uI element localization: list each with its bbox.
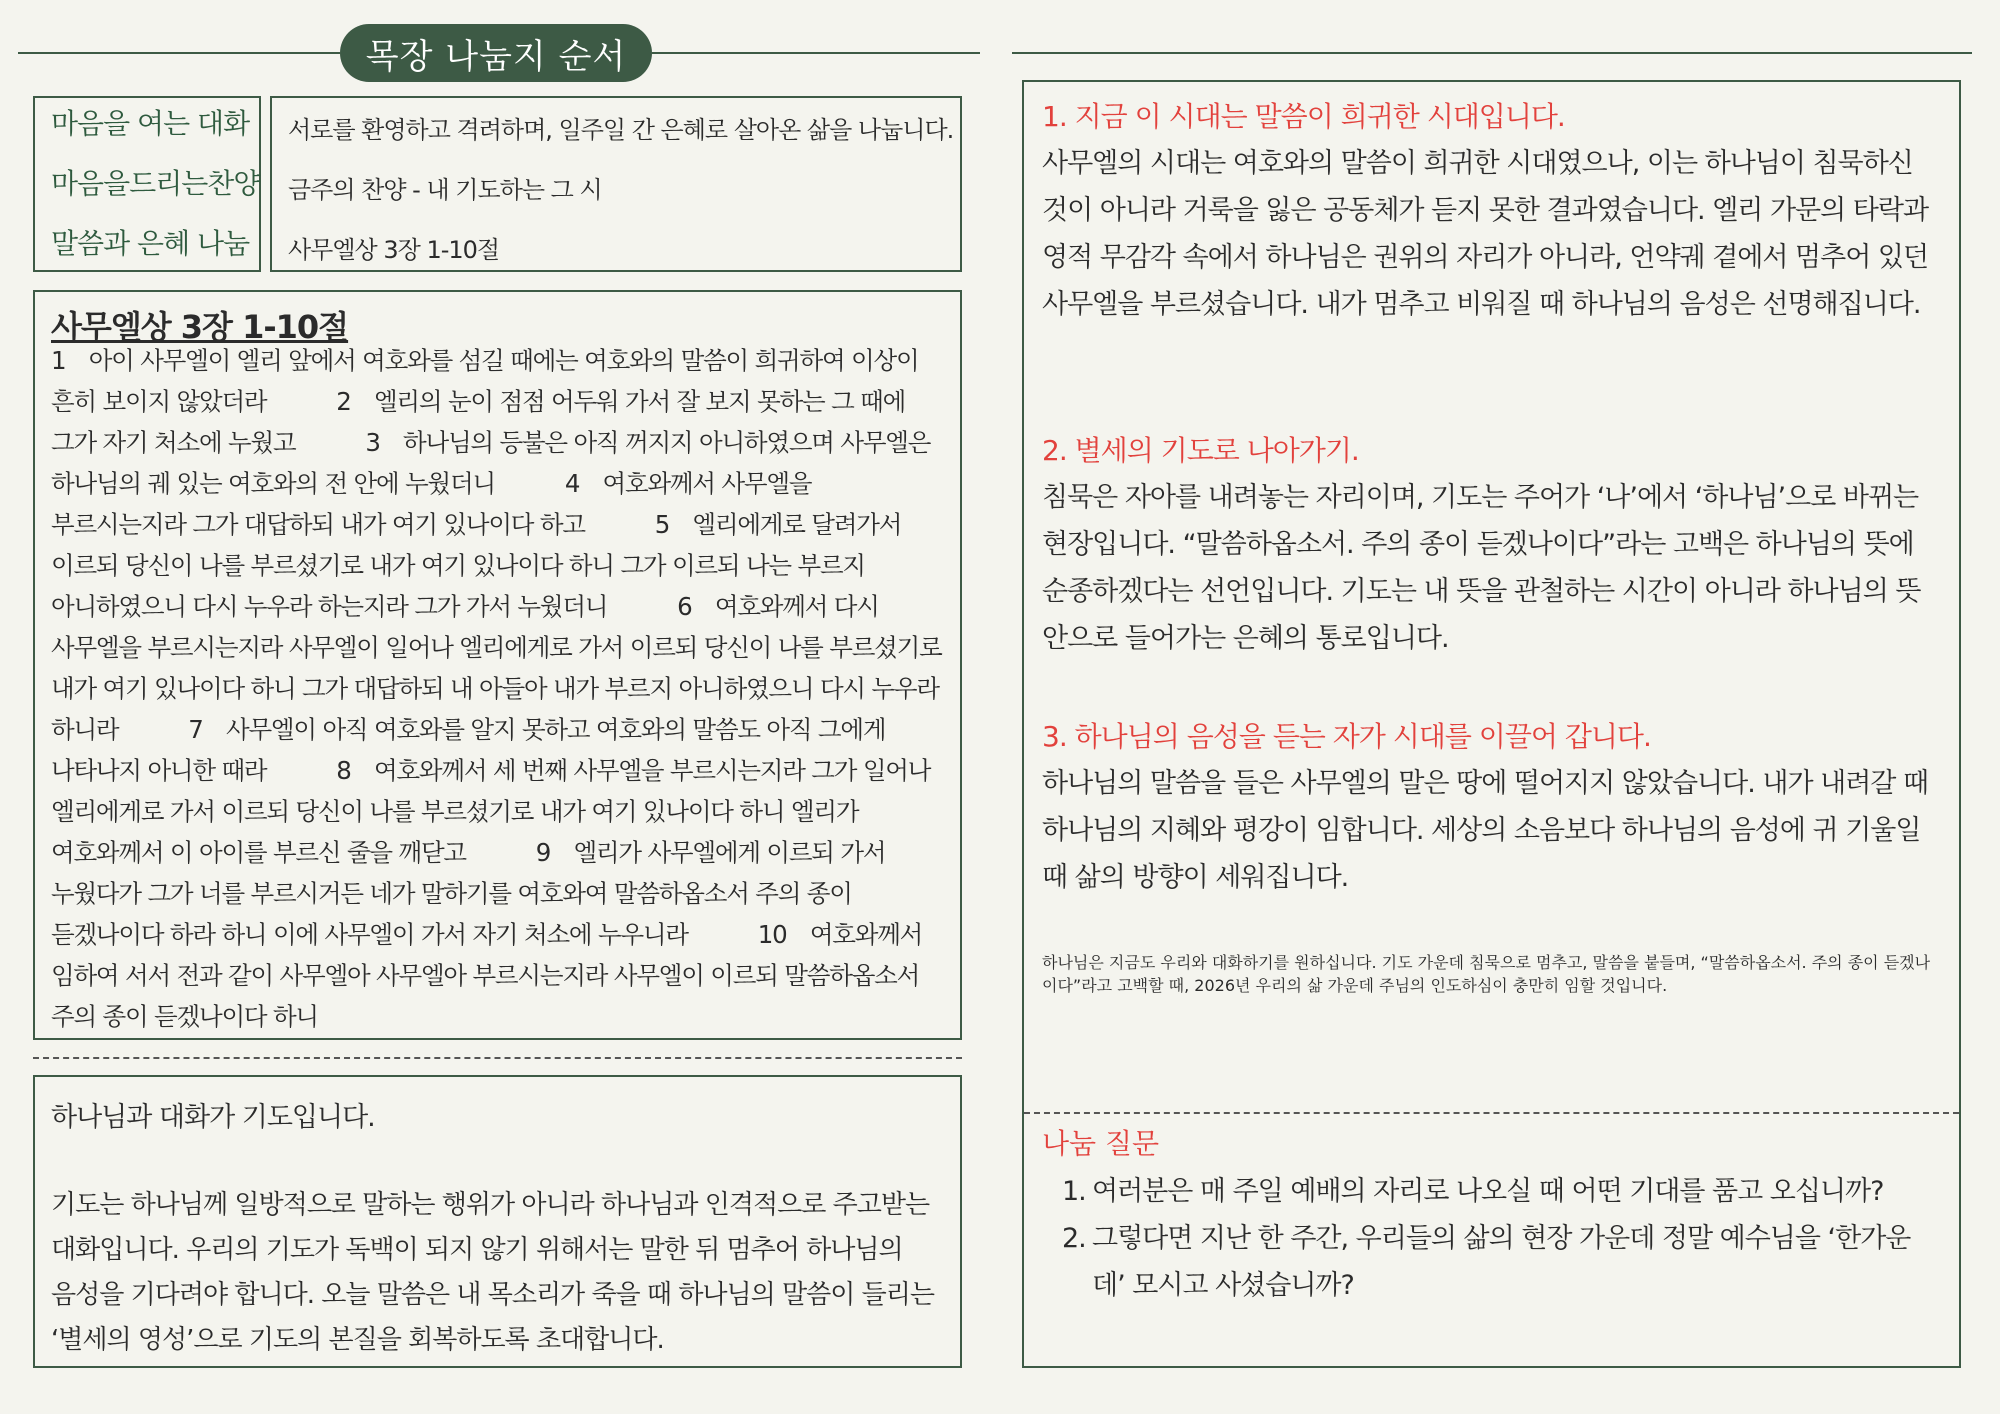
scripture-box [33,290,962,1040]
question-text: 여러분은 매 주일 예배의 자리로 나오실 때 어떤 기대를 품고 오십니까? [1092,1176,1884,1207]
sermon-point-heading: 2. 별세의 기도로 나아가기. [1042,434,1359,467]
question-item [1062,1215,1942,1309]
questions-list [1062,1168,1942,1309]
question-item [1062,1168,1942,1215]
section-divider-right [1024,1112,1959,1114]
sermon-point-2 [1042,428,1942,662]
header-line-middle [652,52,980,54]
prayer-box [33,1075,962,1368]
prayer-heading: 하나님과 대화가 기도입니다. [51,1102,375,1133]
header-line-left [18,52,340,54]
sermon-closing: 하나님은 지금도 우리와 대화하기를 원하십니다. 기도 가운데 침묵으로 멈추고, 말씀을 붙들며, “말씀하옵소서. 주의 종이 듣겠나이다”라고 고백할 때, 2026년 우리의 삶 가운데 주님의 인도하심이 충만히 임할 것입니다. [1042,953,1931,995]
question-number: 2. [1062,1223,1086,1254]
prayer-body: 기도는 하나님께 일방적으로 말하는 행위가 아니라 하나님과 인격적으로 주고받는 대화입니다. 우리의 기도가 독백이 되지 않기 위해서는 말한 뒤 멈추어 하나님의 음성을 기다려야 합니다. 오늘 말씀은 내 목소리가 죽을 때 하나님의 말씀이 들리는 ‘별세의 영성’으로 기도의 본질을 회복하도록 초대합니다. [51,1190,935,1355]
scripture-text: 1 아이 사무엘이 엘리 앞에서 여호와를 섬길 때에는 여호와의 말씀이 희귀하여 이상이 흔히 보이지 않았더라 2 엘리의 눈이 점점 어두워 가서 잘 보지 못하는 그 때에 그가 자기 처소에 누웠고 3 하나님의 등불은 아직 꺼지지 아니하였으며 사무엘은 하나님의 궤 있는 여호와의 전 안에 누웠더니 4 여호와께서 사무엘을 부르시는지라 그가 대답하되 내가 여기 있나이다 하고 5 엘리에게로 달려가서 이르되 당신이 나를 부르셨기로 내가 여기 있나이다 하니 그가 이르되 나는 부르지 아니하였으니 다시 누우라 하는지라 그가 가서 누웠더니 6 여호와께서 다시 사무엘을 부르시는지라 사무엘이 일어나 엘리에게로 가서 이르되 당신이 나를 부르셨기로 내가 여기 있나이다 하니 그가 대답하되 내 아들아 내가 부르지 아니하였으니 다시 누우라 하니라 7 사무엘이 아직 여호와를 알지 못하고 여호와의 말씀도 아직 그에게 나타나지 아니한 때라 8 여호와께서 세 번째 사무엘을 부르시는지라 그가 일어나 엘리에게로 가서 이르되 당신이 나를 부르셨기로 내가 여기 있나이다 하니 엘리가 여호와께서 이 아이를 부르신 줄을 깨닫고 9 엘리가 사무엘에게 이르되 가서 누웠다가 그가 너를 부르시거든 네가 말하기를 여호와여 말씀하옵소서 주의 종이 듣겠나이다 하라 하니 이에 사무엘이 가서 자기 처소에 누우니라 10 여호와께서 임하여 서서 전과 같이 사무엘아 사무엘아 부르시는지라 사무엘이 이르되 말씀하옵소서 주의 종이 듣겠나이다 하니 [51,346,942,1031]
question-number: 1. [1062,1176,1086,1207]
sermon-point-heading: 1. 지금 이 시대는 말씀이 희귀한 시대입니다. [1042,100,1565,133]
sermon-point-body: 하나님의 말씀을 들은 사무엘의 말은 땅에 떨어지지 않았습니다. 내가 내려갈 때 하나님의 지혜와 평강이 임합니다. 세상의 소음보다 하나님의 음성에 귀 기울일 때 삶의 방향이 세워집니다. [1042,768,1929,893]
order-descriptions-box [270,96,962,272]
order-desc-opening: 서로를 환영하고 격려하며, 일주일 간 은혜로 살아온 삶을 나눕니다. [288,116,954,144]
header-line-right [1012,52,1972,54]
page-title: 목장 나눔지 순서 [340,24,652,82]
sermon-box [1022,80,1961,1368]
order-desc-praise: 금주의 찬양 - 내 기도하는 그 시 [288,176,602,204]
section-divider-left [33,1057,962,1059]
order-label-opening: 마음을 여는 대화 [51,107,250,140]
order-label-word: 말씀과 은혜 나눔 [51,227,250,260]
sermon-point-body: 사무엘의 시대는 여호와의 말씀이 희귀한 시대였으나, 이는 하나님이 침묵하신 것이 아니라 거룩을 잃은 공동체가 듣지 못한 결과였습니다. 엘리 가문의 타락과 영적 무감각 속에서 하나님은 권위의 자리가 아니라, 언약궤 곁에서 멈추어 있던 사무엘을 부르셨습니다. 내가 멈추고 비워질 때 하나님의 음성은 선명해집니다. [1042,148,1929,320]
scripture-title: 사무엘상 3장 1-10절 [51,308,349,346]
order-labels-box [33,96,261,272]
question-text: 그렇다면 지난 한 주간, 우리들의 삶의 현장 가운데 정말 예수님을 ‘한가운데’ 모시고 사셨습니까? [1092,1223,1911,1301]
sermon-point-heading: 3. 하나님의 음성을 듣는 자가 시대를 이끌어 갑니다. [1042,720,1651,753]
order-desc-word: 사무엘상 3장 1-10절 [288,236,500,264]
sermon-point-3 [1042,714,1942,901]
order-label-praise: 마음을드리는찬양 [51,167,260,200]
sermon-point-1 [1042,94,1942,328]
sermon-point-body: 침묵은 자아를 내려놓는 자리이며, 기도는 주어가 ‘나’에서 ‘하나님’으로 바뀌는 현장입니다. “말씀하옵소서. 주의 종이 듣겠나이다”라는 고백은 하나님의 뜻에 순종하겠다는 선언입니다. 기도는 내 뜻을 관철하는 시간이 아니라 하나님의 뜻 안으로 들어가는 은혜의 통로입니다. [1042,482,1921,654]
questions-title: 나눔 질문 [1042,1127,1160,1160]
